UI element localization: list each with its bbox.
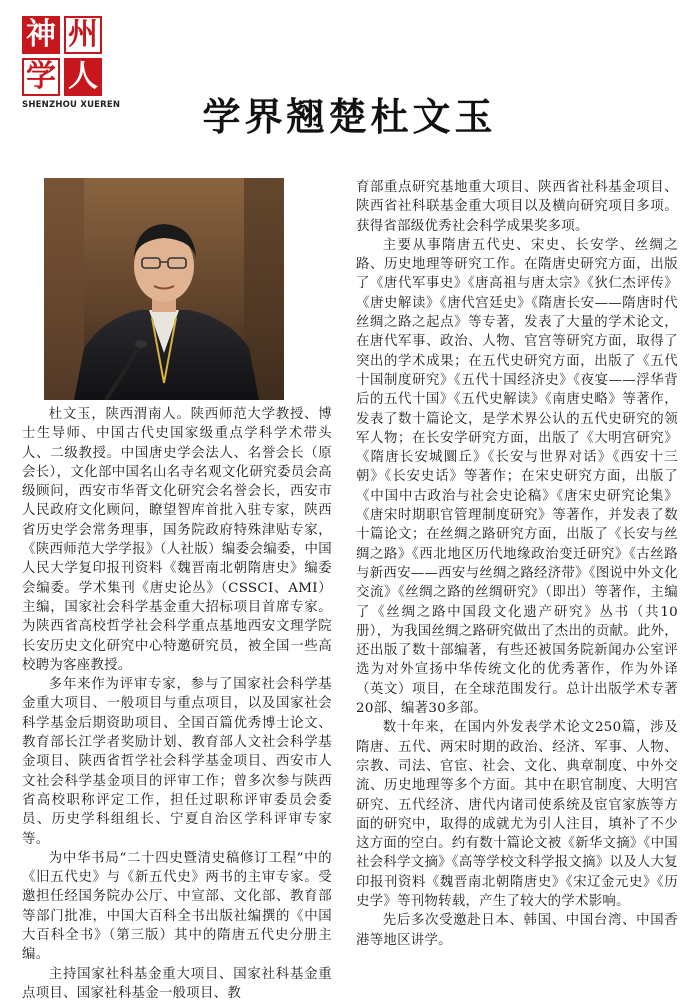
paragraph-bio: 杜文玉，陕西渭南人。陕西师范大学教授、博士生导师、中国古代史国家级重点学科学术带头人、二级教授。中国唐史学会法人、名誉会长（原会长），文化部中国名山名寺名观文化研究委员会高级顾问，西安市华胥文化研究会名誉会长，西安市人民政府文化顾问，瞭望智库首批入驻专家，陕西省历史学会常务理事，国务院政府特殊津贴专家，《陕西师范大学学报》（人社版）编委会编委，中国人民大学复印报刊资料《魏晋南北朝隋唐史》编委会编委。学术集刊《唐史论丛》（CSSCI、AMI）主编，国家社会科学基金重大招标项目首席专家。为陕西省高校哲学社会科学重点基地西安文理学院长安历史文化研究中心特邀研究员，被全国一些高校聘为客座教授。 [22,407,332,673]
paragraph-review-expert: 多年来作为评审专家，参与了国家社会科学基金重大项目、一般项目与重点项目，以及国家社会科学基金后期资助项目、全国百篇优秀博士论文、教育部长江学者奖励计划、教育部人文社会科学基金项目、陕西省哲学社会科学基金项目、西安市人文社会科学基金项目的评审工作；曾多次参与陕西省高校职称评定工作，担任过职称评审委员会委员、历史学科组组长、宁夏自治区学科评审专家等。 [22,677,332,847]
paragraph-research: 主要从事隋唐五代史、宋史、长安学、丝绸之路、历史地理等研究工作。在隋唐史研究方面，出版了《唐代军事史》《唐高祖与唐太宗》《狄仁杰评传》《唐史解读》《唐代宫廷史》《隋唐长安——隋唐时代丝绸之路之起点》等专著，发表了大量的学术论文，在唐代军事、政治、人物、官宫等研究方面，取得了突出的学术成果；在五代史研究方面，出版了《五代十国制度研究》《五代十国经济史》《夜宴——浮华背后的五代十国》《五代史解读》《南唐史略》等著作，发表了数十篇论文，是学术界公认的五代史研究的领军人物；在长安学研究方面，出版了《大明宫研究》《隋唐长安城圜丘》《长安与世界对话》《西安十三朝》《长安史话》等著作；在宋史研究方面，出版了《中国中古政治与社会史论稿》《唐宋史研究论集》《唐宋时期职官管理制度研究》等著作，并发表了数十篇论文；在丝绸之路研究方面，出版了《长安与丝绸之路》《西北地区历代地缘政治变迁研究》《古丝路与新西安——西安与丝绸之路经济带》《图说中外文化交流》《丝绸之路的丝绸研究》（即出）等著作，主编了《丝绸之路中国段文化遗产研究》丛书（共10册），为我国丝绸之路研究做出了杰出的贡献。此外，还出版了数十部编著，有些还被国务院新闻办公室评选为对外宣扬中华传统文化的优秀著作，作为外译（英文）项目，在全球范围发行。总计出版学术专著20部、编著30多部。 [356,237,678,717]
article-title: 学界翘楚杜文玉 [202,95,497,139]
logo-char-zhou: 州 [64,16,102,54]
logo-char-ren: 人 [64,58,102,96]
portrait-illustration [44,178,284,400]
logo-subtitle: SHENZHOU XUEREN [22,100,121,110]
logo-grid [22,16,110,96]
paragraph-lectures: 先后多次受邀赴日本、韩国、中国台湾、中国香港等地区讲学。 [356,913,678,948]
paragraph-papers: 数十年来，在国内外发表学术论文250篇，涉及隋唐、五代、两宋时期的政治、经济、军事、人物、宗教、司法、官宦、社会、文化、典章制度、中外交流、历史地理等多个方面。其中在职官制度、大明宫研究、五代经济、唐代内诸司使系统及宦官家族等方面的研究中，取得的成就尤为引人注目，填补了不少这方面的空白。约有数十篇论文被《新华文摘》《中国社会科学文摘》《高等学校文科学报文摘》以及人大复印报刊资料《魏晋南北朝隋唐史》《宋辽金元史》《历史学》等刊物转载，产生了较大的学术影响。 [356,720,678,909]
logo-char-shen: 神 [22,16,60,54]
paragraph-editorial: 为中华书局“二十四史暨清史稿修订工程”中的《旧五代史》与《新五代史》两书的主审专家。受邀担任经国务院办公厅、中宣部、文化部、教育部等部门批准，中国大百科全书出版社编撰的《中国大百科全书》（第三版）其中的隋唐五代史分册主编。 [22,850,332,963]
left-column [22,405,332,1003]
paragraph-projects-cont: 育部重点研究基地重大项目、陕西省社科基金项目、陕西省社科联基金重大项目以及横向研究项目多项。获得省部级优秀社会科学成果奖多项。 [356,180,678,234]
right-column [356,178,678,950]
logo-char-xue: 学 [22,58,60,96]
paragraph-projects-start: 主持国家社科基金重大项目、国家社科基金重点项目、国家社科基金一般项目、教 [22,966,332,1001]
portrait-photo [44,178,284,400]
